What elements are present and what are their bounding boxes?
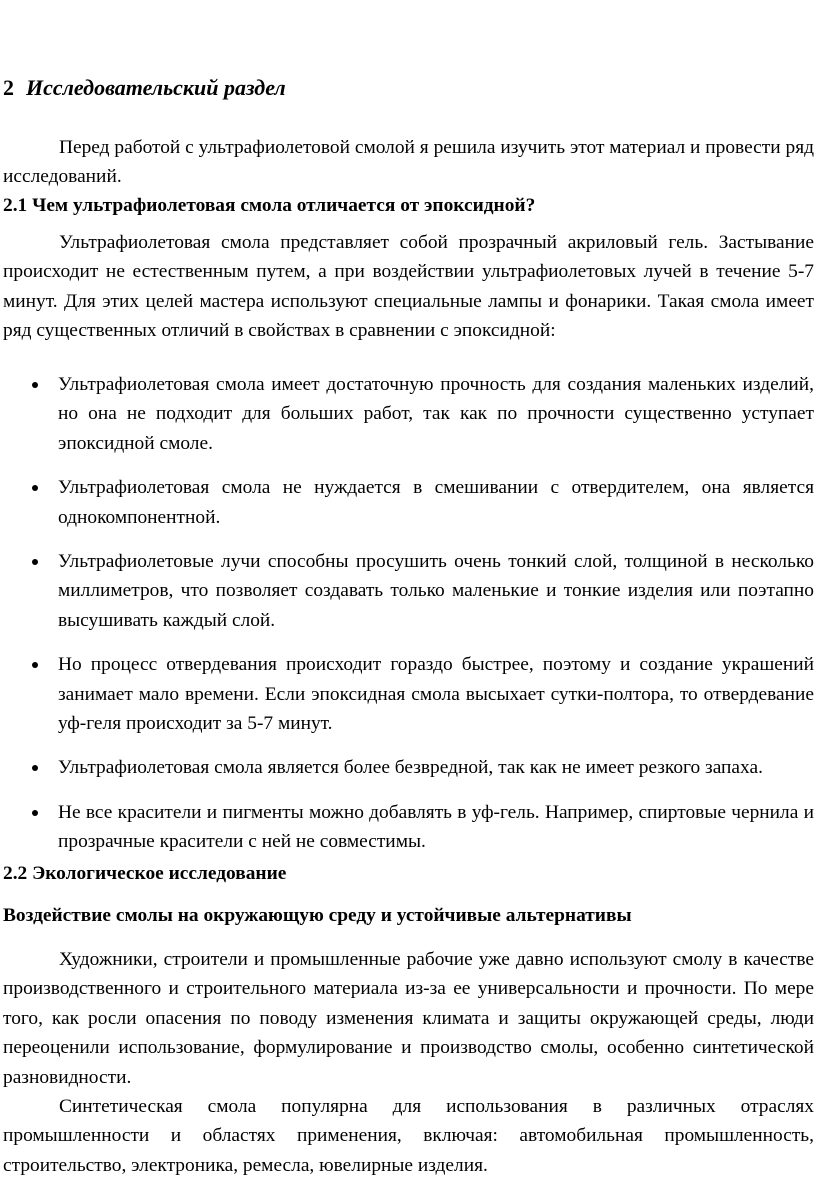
intro-paragraph: Перед работой с ультрафиолетовой смолой я решила изучить этот материал и провести ряд исследований. xyxy=(3,137,814,188)
section-2-2-paragraph-2: Синтетическая смола популярна для использования в различных отраслях промышленности и областях применения, включая: автомобильная промышленность, строительство, электроника, ремесла, ювелирные изделия. xyxy=(3,1096,814,1176)
list-item: Ультрафиолетовая смола не нуждается в смешивании с отвердителем, она является однокомпонентной. xyxy=(3,473,814,532)
section-2-1-body xyxy=(3,228,814,346)
bullet-list xyxy=(3,370,814,857)
list-item: Ультрафиолетовая смола имеет достаточную прочность для создания маленьких изделий, но она не подходит для больших работ, так как по прочности существенно уступает эпоксидной смоле. xyxy=(3,370,814,458)
section-2-2 xyxy=(3,860,814,888)
list-item: Но процесс отвердевания происходит гораздо быстрее, поэтому и создание украшений занимает мало времени. Если эпоксидная смола высыхает сутки-полтора, то отвердевание уф-геля происходит за 5-7 минут. xyxy=(3,650,814,738)
section-2-1 xyxy=(3,192,814,220)
section-2-1-paragraph: Ультрафиолетовая смола представляет собой прозрачный акриловый гель. Застывание происходит не естественным путем, а при воздействии ультрафиолетовых лучей в течение 5-7 минут. Для этих целей мастера используют специальные лампы и фонарики. Такая смола имеет ряд существенных отличий в свойствах в сравнении с эпоксидной: xyxy=(3,232,814,342)
chapter-number: 2 xyxy=(3,75,14,100)
chapter-title: Исследовательский раздел xyxy=(26,75,286,100)
chapter-heading xyxy=(3,73,286,103)
list-item: Ультрафиолетовая смола является более безвредной, так как не имеет резкого запаха. xyxy=(3,753,814,782)
intro-block xyxy=(3,133,814,192)
section-2-1-heading: 2.1 Чем ультрафиолетовая смола отличается от эпоксидной? xyxy=(3,195,536,216)
section-2-2-subheading-block xyxy=(3,902,814,930)
section-2-2-body xyxy=(3,945,814,1180)
section-2-2-heading: 2.2 Экологическое исследование xyxy=(3,863,287,884)
list-item: Не все красители и пигменты можно добавлять в уф-гель. Например, спиртовые чернила и прозрачные красители с ней не совместимы. xyxy=(3,798,814,857)
list-item: Ультрафиолетовые лучи способны просушить очень тонкий слой, толщиной в несколько миллиметров, что позволяет создавать только маленькие и тонкие изделия или поэтапно высушивать каждый слой. xyxy=(3,547,814,635)
section-2-2-paragraph-1: Художники, строители и промышленные рабочие уже давно используют смолу в качестве производственного и строительного материала из-за ее универсальности и прочности. По мере того, как росли опасения по поводу изменения климата и защиты окружающей среды, люди переоценили использование, формулирование и производство смолы, особенно синтетической разновидности. xyxy=(3,949,814,1088)
section-2-2-subheading: Воздействие смолы на окружающую среду и устойчивые альтернативы xyxy=(3,905,632,926)
